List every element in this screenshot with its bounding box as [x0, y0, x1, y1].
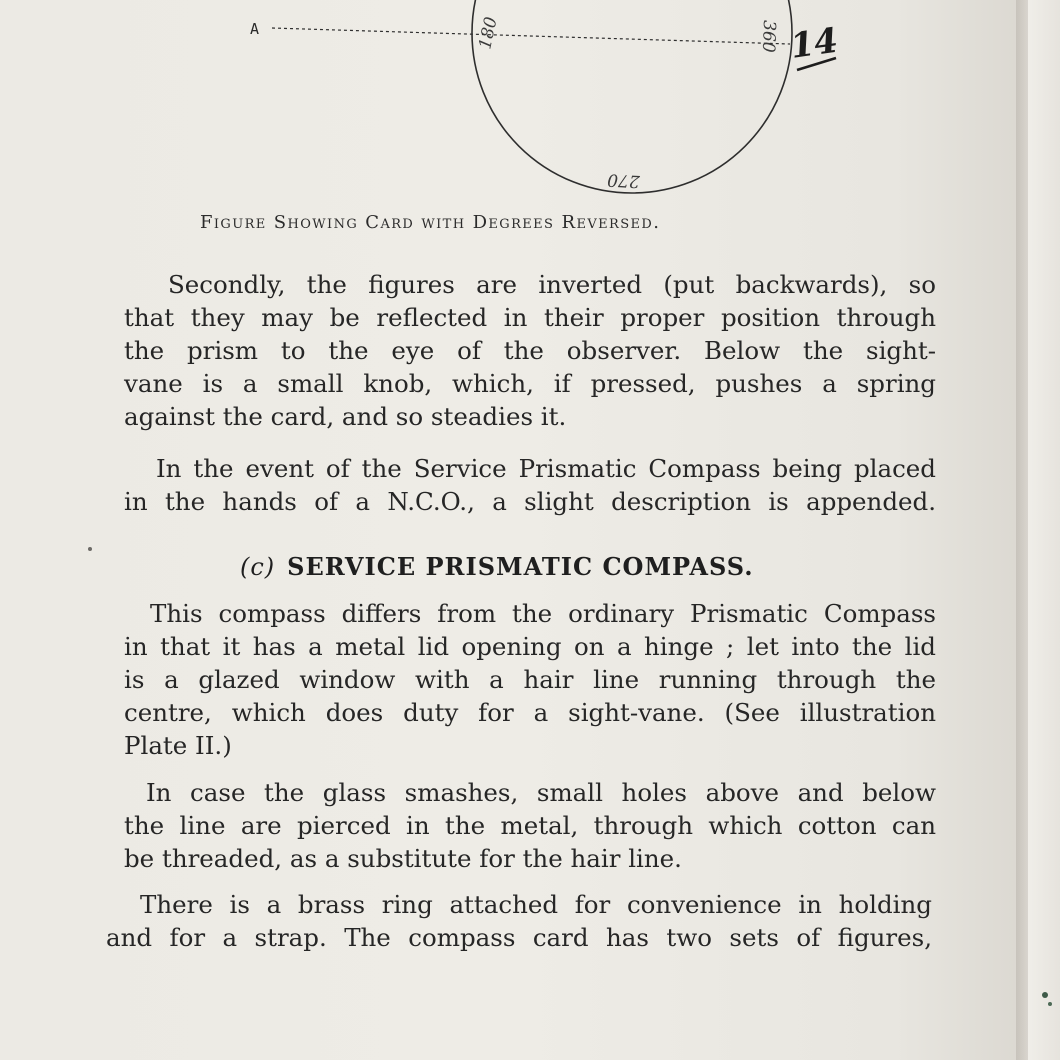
text-line: This compass differs from the ordinary Prismatic Compass [150, 599, 936, 628]
paragraph-inverted-figures [124, 268, 936, 433]
paragraph-nco-description [124, 452, 936, 518]
point-a-label: A [250, 20, 260, 38]
degree-label-270: 270 [606, 169, 641, 191]
paragraph-glass-smashes [124, 776, 936, 875]
text-line: in the hands of a N.C.O., a slight description is appended. [124, 487, 936, 516]
text-line: that they may be reflected in their proper position through [124, 303, 936, 332]
pencil-mark: 14 [788, 20, 841, 67]
text-line: the line are pierced in the metal, through which cotton can [124, 811, 936, 840]
compass-card-figure [0, 0, 1060, 200]
paragraph-brass-ring [106, 888, 932, 954]
section-title: SERVICE PRISMATIC COMPASS. [287, 552, 754, 581]
sight-line [272, 28, 790, 44]
paper-speck [1042, 992, 1048, 998]
text-line: be threaded, as a substitute for the hair line. [124, 844, 682, 873]
text-line: in that it has a metal lid opening on a hinge ; let into the lid [124, 632, 936, 661]
degree-label-180: 180 [475, 15, 502, 52]
text-line: Secondly, the figures are inverted (put backwards), so [168, 270, 936, 299]
text-line: Plate II.) [124, 731, 232, 760]
pencil-annotation [788, 21, 840, 70]
paper-speck [88, 547, 92, 551]
text-line: There is a brass ring attached for convenience in holding [140, 890, 932, 919]
paragraph-lid-description [124, 597, 936, 762]
degree-label-360: 360 [757, 19, 779, 53]
text-line: centre, which does duty for a sight-vane. (See illustration [124, 698, 936, 727]
section-letter: (c) [240, 553, 276, 581]
text-line: In the event of the Service Prismatic Compass being placed [156, 454, 936, 483]
paper-speck [1048, 1002, 1052, 1006]
text-line: is a glazed window with a hair line running through the [124, 665, 936, 694]
text-line: the prism to the eye of the observer. Below the sight- [124, 336, 936, 365]
compass-card-circle [472, 0, 792, 193]
text-line: vane is a small knob, which, if pressed, pushes a spring [124, 369, 936, 398]
section-heading [240, 552, 754, 581]
figure-caption: Figure Showing Card with Degrees Reversed. [200, 212, 661, 233]
text-line: and for a strap. The compass card has two sets of figures, [106, 923, 932, 952]
text-line: In case the glass smashes, small holes above and below [146, 778, 936, 807]
text-line: against the card, and so steadies it. [124, 402, 567, 431]
